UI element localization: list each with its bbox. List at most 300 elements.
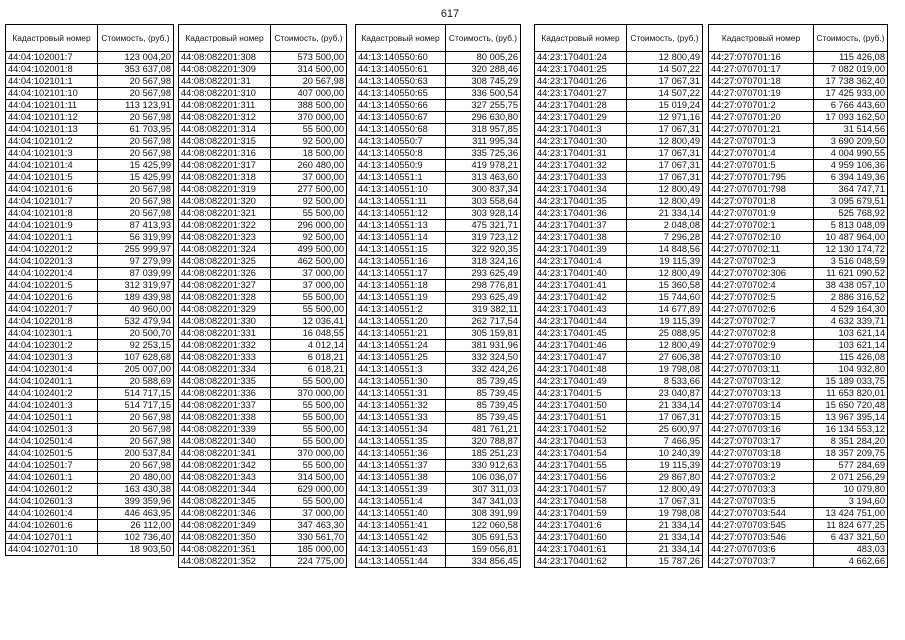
- table-row: [535, 304, 703, 316]
- cadastral-number: 44:23:170401:40: [535, 268, 627, 280]
- cadastral-number: 44:04:102501:3: [6, 424, 98, 436]
- cadastral-number: 44:23:170401:56: [535, 472, 627, 484]
- cadastral-number: 44:04:102101:3: [6, 148, 98, 160]
- cadastral-number: 44:04:102301:4: [6, 364, 98, 376]
- cadastral-number: 44:13:140551:34: [356, 424, 446, 436]
- table-row: [535, 160, 703, 172]
- cadastral-number: 44:08:082201:351: [179, 544, 271, 556]
- table-row: [179, 244, 347, 256]
- cost-value: 21 334,14: [627, 544, 703, 556]
- cost-value: 419 978,21: [446, 160, 521, 172]
- table-row: [356, 100, 521, 112]
- cost-value: 300 837,34: [446, 184, 521, 196]
- cadastral-number: 44:04:102601:6: [6, 520, 98, 532]
- cadastral-number: 44:04:102401:3: [6, 400, 98, 412]
- cadastral-number: 44:23:170401:48: [535, 364, 627, 376]
- table-row: [179, 508, 347, 520]
- cost-value: 25 600,97: [627, 424, 703, 436]
- table-row: [6, 544, 174, 556]
- table-row: [6, 328, 174, 340]
- table-row: [179, 376, 347, 388]
- table-row: [179, 424, 347, 436]
- table-row: [535, 208, 703, 220]
- cadastral-number: 44:13:140551:3: [356, 364, 446, 376]
- cost-value: 12 800,49: [627, 268, 703, 280]
- cadastral-number: 44:27:070703:13: [709, 388, 814, 400]
- cadastral-number: 44:27:070702:9: [709, 340, 814, 352]
- cost-value: 55 500,00: [271, 376, 347, 388]
- table-row: [535, 148, 703, 160]
- cadastral-number: 44:23:170401:41: [535, 280, 627, 292]
- table-row: [6, 304, 174, 316]
- cadastral-number: 44:13:140551:40: [356, 508, 446, 520]
- cost-value: 481 761,21: [446, 424, 521, 436]
- table-row: [179, 436, 347, 448]
- table-row: [6, 160, 174, 172]
- header-cadastral: Кадастровый номер: [356, 25, 446, 52]
- cadastral-number: 44:08:082201:332: [179, 340, 271, 352]
- cadastral-number: 44:13:140551:19: [356, 292, 446, 304]
- cost-value: 446 463,95: [98, 508, 174, 520]
- cadastral-number: 44:08:082201:338: [179, 412, 271, 424]
- cost-value: 55 500,00: [271, 436, 347, 448]
- cost-value: 330 561,70: [271, 532, 347, 544]
- cadastral-number: 44:27:070703:7: [709, 556, 814, 568]
- table-row: [6, 316, 174, 328]
- cadastral-number: 44:23:170401:59: [535, 508, 627, 520]
- cost-value: 31 514,56: [814, 124, 888, 136]
- cost-value: 311 995,34: [446, 136, 521, 148]
- page-number: 617: [440, 8, 460, 20]
- cost-value: 4 529 164,30: [814, 304, 888, 316]
- cost-value: 55 500,00: [271, 304, 347, 316]
- cadastral-number: 44:08:082201:329: [179, 304, 271, 316]
- cost-value: 260 480,00: [271, 160, 347, 172]
- table-row: [6, 52, 174, 64]
- cadastral-number: 44:23:170401:42: [535, 292, 627, 304]
- cadastral-number: 44:08:082201:343: [179, 472, 271, 484]
- table-row: [356, 520, 521, 532]
- table-row: [6, 400, 174, 412]
- table-row: [179, 520, 347, 532]
- table-row: [179, 556, 347, 568]
- cadastral-number: 44:27:070703:545: [709, 520, 814, 532]
- cost-value: 20 588,69: [98, 376, 174, 388]
- cadastral-number: 44:13:140550:8: [356, 148, 446, 160]
- cost-value: 27 606,38: [627, 352, 703, 364]
- cadastral-number: 44:13:140551:37: [356, 460, 446, 472]
- cadastral-number: 44:13:140551:1: [356, 172, 446, 184]
- cost-value: 319 382,11: [446, 304, 521, 316]
- table-row: [709, 244, 888, 256]
- cadastral-number: 44:04:102201:5: [6, 280, 98, 292]
- table-row: [6, 364, 174, 376]
- table-row: [6, 112, 174, 124]
- table-row: [6, 472, 174, 484]
- cadastral-number: 44:27:070703:2: [709, 472, 814, 484]
- cadastral-number: 44:08:082201:324: [179, 244, 271, 256]
- cadastral-number: 44:23:170401:6: [535, 520, 627, 532]
- header-cadastral: Кадастровый номер: [535, 25, 627, 52]
- table-row: [6, 88, 174, 100]
- table-row: [535, 496, 703, 508]
- cadastral-number: 44:08:082201:352: [179, 556, 271, 568]
- cadastral-number: 44:13:140551:21: [356, 328, 446, 340]
- cadastral-number: 44:08:082201:325: [179, 256, 271, 268]
- table-row: [179, 52, 347, 64]
- table-row: [179, 172, 347, 184]
- cost-value: 11 653 820,01: [814, 388, 888, 400]
- cost-value: 296 000,00: [271, 220, 347, 232]
- table-row: [356, 124, 521, 136]
- header-cost: Стоимость, (руб.): [814, 25, 888, 52]
- cadastral-number: 44:13:140551:20: [356, 316, 446, 328]
- cost-value: 115 426,08: [814, 352, 888, 364]
- table-row: [535, 388, 703, 400]
- cost-value: 8 351 284,20: [814, 436, 888, 448]
- cost-value: 17 067,31: [627, 148, 703, 160]
- cost-value: 2 071 256,29: [814, 472, 888, 484]
- cost-value: 17 067,31: [627, 76, 703, 88]
- cost-value: 318 324,16: [446, 256, 521, 268]
- cost-value: 12 800,49: [627, 52, 703, 64]
- cost-value: 15 744,60: [627, 292, 703, 304]
- table-row: [356, 376, 521, 388]
- cadastral-number: 44:04:102601:1: [6, 472, 98, 484]
- cadastral-number: 44:04:102501:7: [6, 460, 98, 472]
- table-row: [6, 124, 174, 136]
- cost-value: 92 500,00: [271, 136, 347, 148]
- cadastral-number: 44:04:102601:3: [6, 496, 98, 508]
- table-row: [709, 136, 888, 148]
- table-row: [535, 424, 703, 436]
- cadastral-number: 44:23:170401:27: [535, 88, 627, 100]
- table-row: [535, 220, 703, 232]
- cadastral-number: 44:08:082201:321: [179, 208, 271, 220]
- table-row: [709, 112, 888, 124]
- cadastral-number: 44:08:082201:333: [179, 352, 271, 364]
- table-row: [356, 220, 521, 232]
- cadastral-number: 44:27:070701:21: [709, 124, 814, 136]
- table-row: [535, 196, 703, 208]
- cadastral-number: 44:08:082201:312: [179, 112, 271, 124]
- cost-value: 85 739,45: [446, 376, 521, 388]
- header-cost: Стоимость, (руб.): [446, 25, 521, 52]
- cadastral-number: 44:13:140550:7: [356, 136, 446, 148]
- cadastral-number: 44:13:140550:61: [356, 64, 446, 76]
- cost-value: 55 500,00: [271, 292, 347, 304]
- cost-value: 13 967 395,14: [814, 412, 888, 424]
- cadastral-number: 44:27:070701:17: [709, 64, 814, 76]
- cost-value: 19 798,08: [627, 508, 703, 520]
- table-header: [179, 25, 347, 52]
- table-row: [709, 220, 888, 232]
- table-row: [356, 484, 521, 496]
- cost-value: 115 426,08: [814, 52, 888, 64]
- cadastral-number: 44:08:082201:309: [179, 64, 271, 76]
- cadastral-number: 44:23:170401:35: [535, 196, 627, 208]
- cadastral-number: 44:08:082201:337: [179, 400, 271, 412]
- cost-value: 5 813 048,09: [814, 220, 888, 232]
- cadastral-number: 44:08:082201:316: [179, 148, 271, 160]
- table-row: [535, 352, 703, 364]
- cadastral-number: 44:23:170401:34: [535, 184, 627, 196]
- table-row: [709, 232, 888, 244]
- cost-value: 8 533,66: [627, 376, 703, 388]
- cost-value: 370 000,00: [271, 388, 347, 400]
- cost-value: 37 000,00: [271, 172, 347, 184]
- cadastral-number: 44:27:070702:1: [709, 220, 814, 232]
- table-row: [535, 76, 703, 88]
- cadastral-number: 44:23:170401:37: [535, 220, 627, 232]
- table-header: [709, 25, 888, 52]
- cadastral-number: 44:04:102601:2: [6, 484, 98, 496]
- cadastral-number: 44:27:070701:9: [709, 208, 814, 220]
- cadastral-number: 44:13:140551:25: [356, 352, 446, 364]
- cadastral-number: 44:27:070702:10: [709, 232, 814, 244]
- table-row: [356, 304, 521, 316]
- cost-value: 122 060,58: [446, 520, 521, 532]
- cost-value: 347 463,30: [271, 520, 347, 532]
- table-row: [535, 88, 703, 100]
- cadastral-number: 44:13:140550:65: [356, 88, 446, 100]
- cadastral-number: 44:23:170401:36: [535, 208, 627, 220]
- cost-value: 224 775,00: [271, 556, 347, 568]
- cadastral-number: 44:27:070702:8: [709, 328, 814, 340]
- cadastral-number: 44:13:140551:24: [356, 340, 446, 352]
- table-row: [179, 328, 347, 340]
- cadastral-number: 44:08:082201:31: [179, 76, 271, 88]
- cost-value: 475 321,71: [446, 220, 521, 232]
- cadastral-number: 44:08:082201:327: [179, 280, 271, 292]
- cadastral-number: 44:27:070701:3: [709, 136, 814, 148]
- cost-value: 23 040,87: [627, 388, 703, 400]
- cost-value: 20 567,98: [98, 208, 174, 220]
- cost-value: 97 279,99: [98, 256, 174, 268]
- cost-value: 55 500,00: [271, 208, 347, 220]
- cadastral-number: 44:23:170401:31: [535, 148, 627, 160]
- cost-value: 20 480,00: [98, 472, 174, 484]
- cost-value: 38 438 057,10: [814, 280, 888, 292]
- table-row: [709, 508, 888, 520]
- cost-value: 20 567,98: [98, 148, 174, 160]
- table-row: [6, 484, 174, 496]
- table-row: [535, 100, 703, 112]
- cadastral-number: 44:04:102301:3: [6, 352, 98, 364]
- cadastral-number: 44:13:140551:35: [356, 436, 446, 448]
- cost-value: 11 621 090,52: [814, 268, 888, 280]
- table-row: [535, 64, 703, 76]
- cost-value: 87 413,93: [98, 220, 174, 232]
- table-row: [535, 364, 703, 376]
- table-row: [535, 436, 703, 448]
- cost-value: 80 005,26: [446, 52, 521, 64]
- cost-value: 353 637,08: [98, 64, 174, 76]
- cost-value: 185 000,00: [271, 544, 347, 556]
- cadastral-number: 44:13:140551:33: [356, 412, 446, 424]
- table-row: [179, 184, 347, 196]
- cost-value: 314 500,00: [271, 64, 347, 76]
- cadastral-number: 44:04:102301:1: [6, 328, 98, 340]
- cost-value: 20 500,70: [98, 328, 174, 340]
- header-cadastral: Кадастровый номер: [709, 25, 814, 52]
- cadastral-number: 44:23:170401:39: [535, 244, 627, 256]
- table-row: [709, 424, 888, 436]
- cadastral-table-5: [708, 24, 888, 568]
- table-row: [709, 208, 888, 220]
- cadastral-number: 44:04:102101:11: [6, 100, 98, 112]
- table-row: [709, 64, 888, 76]
- cost-value: 4 004 990,55: [814, 148, 888, 160]
- table-row: [356, 532, 521, 544]
- cost-value: 308 391,99: [446, 508, 521, 520]
- table-row: [6, 184, 174, 196]
- cost-value: 205 007,00: [98, 364, 174, 376]
- table-row: [709, 412, 888, 424]
- table-row: [356, 184, 521, 196]
- table-row: [356, 472, 521, 484]
- cost-value: 10 487 964,00: [814, 232, 888, 244]
- table-row: [356, 460, 521, 472]
- cost-value: 17 067,31: [627, 412, 703, 424]
- cadastral-number: 44:08:082201:336: [179, 388, 271, 400]
- table-row: [709, 484, 888, 496]
- cadastral-number: 44:13:140550:63: [356, 76, 446, 88]
- table-row: [709, 340, 888, 352]
- cadastral-number: 44:04:102101:13: [6, 124, 98, 136]
- cost-value: 4 012,14: [271, 340, 347, 352]
- cadastral-number: 44:23:170401:38: [535, 232, 627, 244]
- cost-value: 189 439,98: [98, 292, 174, 304]
- cadastral-table-3: [355, 24, 521, 568]
- table-row: [709, 376, 888, 388]
- cost-value: 499 500,00: [271, 244, 347, 256]
- table-row: [6, 412, 174, 424]
- table-row: [535, 172, 703, 184]
- cadastral-number: 44:13:140550:66: [356, 100, 446, 112]
- cadastral-number: 44:27:070703:6: [709, 544, 814, 556]
- table-row: [179, 148, 347, 160]
- cost-value: 2 048,08: [627, 220, 703, 232]
- table-row: [356, 148, 521, 160]
- table-row: [535, 484, 703, 496]
- table-row: [535, 556, 703, 568]
- cost-value: 6 018,21: [271, 364, 347, 376]
- cadastral-number: 44:04:102201:4: [6, 268, 98, 280]
- cadastral-number: 44:04:102201:8: [6, 316, 98, 328]
- cost-value: 573 500,00: [271, 52, 347, 64]
- cost-value: 15 650 720,48: [814, 400, 888, 412]
- cost-value: 87 039,99: [98, 268, 174, 280]
- cost-value: 12 130 174,72: [814, 244, 888, 256]
- cost-value: 29 867,80: [627, 472, 703, 484]
- cadastral-number: 44:23:170401:49: [535, 376, 627, 388]
- cadastral-number: 44:27:070702:5: [709, 292, 814, 304]
- cadastral-number: 44:27:070701:8: [709, 196, 814, 208]
- table-row: [709, 316, 888, 328]
- table-row: [6, 76, 174, 88]
- table-row: [6, 508, 174, 520]
- cost-value: 17 067,31: [627, 172, 703, 184]
- cadastral-number: 44:27:070701:4: [709, 148, 814, 160]
- table-row: [535, 232, 703, 244]
- table-row: [179, 256, 347, 268]
- cost-value: 381 931,96: [446, 340, 521, 352]
- table-row: [179, 364, 347, 376]
- cost-value: 55 500,00: [271, 460, 347, 472]
- cadastral-number: 44:23:170401:50: [535, 400, 627, 412]
- cadastral-number: 44:27:070702:4: [709, 280, 814, 292]
- cost-value: 7 082 019,00: [814, 64, 888, 76]
- table-row: [535, 400, 703, 412]
- table-row: [179, 280, 347, 292]
- cost-value: 10 240,39: [627, 448, 703, 460]
- cadastral-number: 44:27:070701:18: [709, 76, 814, 88]
- cadastral-number: 44:13:140551:12: [356, 208, 446, 220]
- cadastral-number: 44:08:082201:341: [179, 448, 271, 460]
- table-row: [6, 520, 174, 532]
- table-header: [6, 25, 174, 52]
- cost-value: 21 334,14: [627, 532, 703, 544]
- cost-value: 312 319,97: [98, 280, 174, 292]
- cost-value: 200 537,84: [98, 448, 174, 460]
- cost-value: 14 507,22: [627, 64, 703, 76]
- cost-value: 18 357 209,75: [814, 448, 888, 460]
- cost-value: 185 251,23: [446, 448, 521, 460]
- table-row: [179, 544, 347, 556]
- table-row: [709, 472, 888, 484]
- table-row: [6, 64, 174, 76]
- cost-value: 525 768,92: [814, 208, 888, 220]
- cost-value: 6 437 321,50: [814, 532, 888, 544]
- cost-value: 17 738 362,40: [814, 76, 888, 88]
- table-row: [535, 316, 703, 328]
- cost-value: 303 558,64: [446, 196, 521, 208]
- cadastral-number: 44:04:102101:6: [6, 184, 98, 196]
- cadastral-number: 44:23:170401:53: [535, 436, 627, 448]
- table-row: [6, 532, 174, 544]
- cost-value: 107 628,68: [98, 352, 174, 364]
- cost-value: 336 500,54: [446, 88, 521, 100]
- cadastral-number: 44:13:140550:60: [356, 52, 446, 64]
- cost-value: 483,03: [814, 544, 888, 556]
- cost-value: 19 115,39: [627, 460, 703, 472]
- table-row: [356, 232, 521, 244]
- cadastral-number: 44:04:102101:12: [6, 112, 98, 124]
- table-row: [179, 136, 347, 148]
- table-row: [535, 256, 703, 268]
- cadastral-number: 44:04:102001:7: [6, 52, 98, 64]
- cost-value: 113 123,91: [98, 100, 174, 112]
- table-row: [356, 256, 521, 268]
- cadastral-number: 44:13:140551:43: [356, 544, 446, 556]
- table-row: [709, 88, 888, 100]
- cost-value: 123 004,20: [98, 52, 174, 64]
- table-row: [179, 340, 347, 352]
- cadastral-number: 44:04:102201:3: [6, 256, 98, 268]
- table-row: [535, 124, 703, 136]
- table-row: [6, 280, 174, 292]
- cost-value: 12 800,49: [627, 340, 703, 352]
- cost-value: 307 311,03: [446, 484, 521, 496]
- cost-value: 10 079,80: [814, 484, 888, 496]
- cost-value: 320 288,46: [446, 64, 521, 76]
- table-row: [179, 496, 347, 508]
- cadastral-table-2: [178, 24, 347, 568]
- table-row: [356, 364, 521, 376]
- cadastral-number: 44:27:070701:798: [709, 184, 814, 196]
- table-row: [179, 388, 347, 400]
